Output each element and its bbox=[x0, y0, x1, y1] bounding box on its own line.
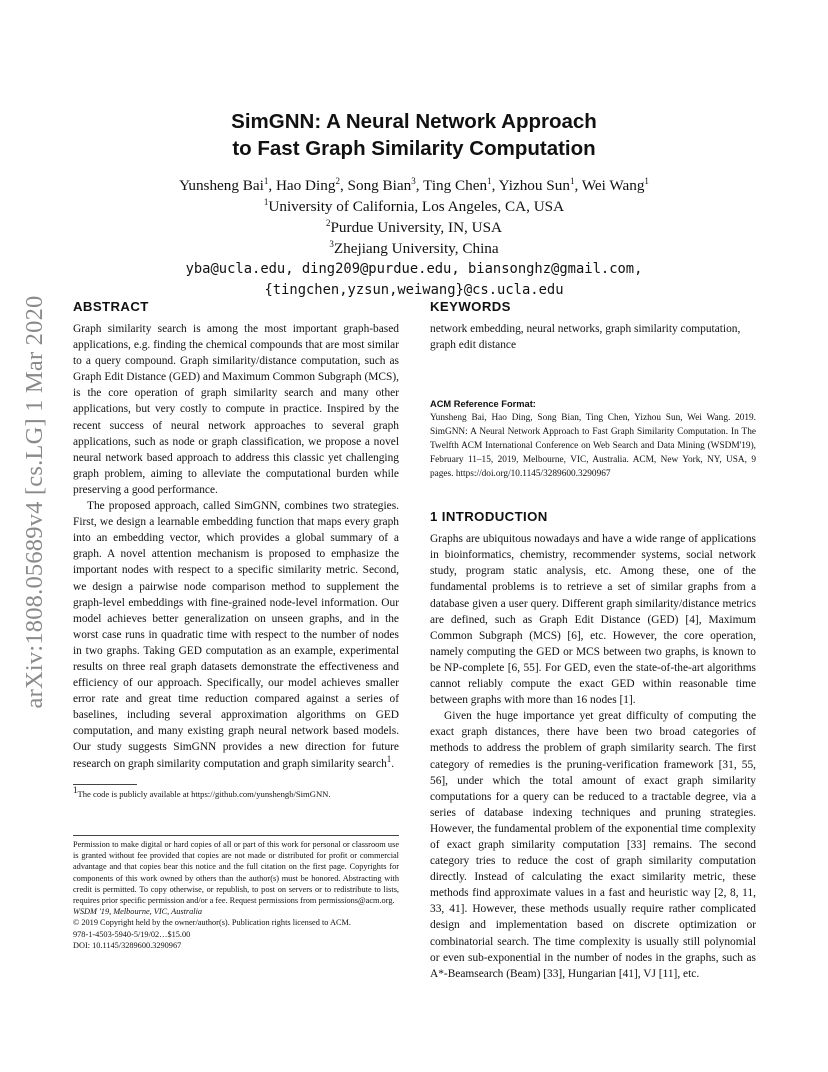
affiliation-mark: 1 bbox=[263, 196, 269, 207]
doi-line: DOI: 10.1145/3289600.3290967 bbox=[73, 940, 182, 950]
affiliation bbox=[0, 217, 828, 238]
author-name: Ting Chen bbox=[423, 177, 488, 194]
abstract-paragraph: Graph similarity search is among the most important graph-based applications, e.g. finding the chemical compounds that are most similar to a query compound. Graph similarity/distance computation, such as Graph Edit Distance (GED) and Maximum Common Subgraph (MCS), is the core operation of graph similarity search and many other applications, but very costly to compute in practice. Inspired by the recent success of neural network approaches to several graph applications, such as node or graph classification, we propose a novel neural network based approach to address this classic yet challenging graph problem, aiming to alleviate the computational burden while preserving a good performance. bbox=[73, 323, 399, 496]
affiliation-mark: 2 bbox=[325, 217, 331, 228]
title-block bbox=[0, 108, 828, 301]
author-affiliation-mark: 1 bbox=[569, 175, 575, 186]
abstract-paragraph bbox=[73, 498, 399, 772]
footnote-divider bbox=[73, 784, 137, 785]
copyright-line: © 2019 Copyright held by the owner/author(s). Publication rights licensed to ACM. bbox=[73, 918, 351, 928]
affiliation bbox=[0, 196, 828, 217]
footnote-mark: 1 bbox=[386, 753, 392, 764]
author-name: Hao Ding bbox=[275, 177, 336, 194]
introduction-paragraph: Given the huge importance yet great difficulty of computing the exact graph distances, there have been two broad categories of methods to address the problem of graph similarity search. The first category of remedies is the pruning-verification framework [31, 55, 56], under which the total amount of exact graph similarity computations for a query can be reduced to a tractable degree, via a series of database indexing techniques and pruning strategies. However, the fundamental problem of the exponential time complexity of exact graph similarity computation [33] remains. The second category tries to reduce the cost of graph similarity computation directly. Instead of calculating the exact similarity metric, these methods find approximate values in a fast and heuristic way [2, 8, 11, 33, 41]. However, these methods usually require rather complicated design and implementation based on discrete optimization or combinatorial search. The time complexity is usually still polynomial or even sub-exponential in the number of nodes in the graphs, such as A*-Beamsearch (Beam) [33], Hungarian [41], VJ [11], etc. bbox=[430, 710, 756, 980]
venue-line: WSDM '19, Melbourne, VIC, Australia bbox=[73, 907, 203, 917]
permission-divider bbox=[73, 835, 399, 836]
introduction-paragraph: Graphs are ubiquitous nowadays and have a wide range of applications in bioinformatics, chemistry, recommender systems, social network study, program static analysis, etc. Among these, one of the fundamental problems is to retrieve a set of similar graphs from a database given a user query. Different graph similarity/distance metrics are defined, such as Graph Edit Distance (GED) [4], Maximum Common Subgraph (MCS) [6], etc. However, the core operation, namely computing the GED or MCS between two graphs, is known to be NP-complete [6, 55]. For GED, even the state-of-the-art algorithms cannot reliably compute the exact GED within reasonable time between graphs with more than 16 nodes [1]. bbox=[430, 533, 756, 707]
affiliation-text: University of California, Los Angeles, CA, USA bbox=[268, 198, 565, 215]
author-list: Yunsheng Bai$^1$, Hao Ding$^2$, Song Bian$^3$, Ting Chen$^1$, Yizhou Sun$^1$, Wei Wang$^1$ bbox=[179, 175, 649, 194]
email-line: yba@ucla.edu, ding209@purdue.edu, biansonghz@gmail.com, bbox=[185, 261, 643, 277]
author-affiliation-mark: 2 bbox=[335, 175, 340, 186]
affiliation bbox=[0, 238, 828, 259]
abstract-paragraph-end: . bbox=[391, 757, 395, 770]
keywords-heading: KEYWORDS bbox=[430, 299, 511, 314]
footnote-text: The code is publicly available at https://github.com/yunshengb/SimGNN. bbox=[77, 789, 331, 799]
introduction-heading: 1 INTRODUCTION bbox=[430, 509, 548, 525]
author-affiliation-mark: 1 bbox=[487, 175, 492, 186]
title-line-2: to Fast Graph Similarity Computation bbox=[232, 137, 596, 160]
keywords-text: network embedding, neural networks, graph similarity computation, graph edit distance bbox=[430, 323, 741, 352]
permission-text: Permission to make digital or hard copies of all or part of this work for personal or classroom use is granted without fee provided that copies are not made or distributed for profit or commercial advantage and that copies bear this notice and the full citation on the first page. Copyrights for components of this work owned by others than the author(s) must be honored. Abstracting with credit is permitted. To copy otherwise, or republish, to post on servers or to redistribute to lists, requires prior specific permission and/or a fee. Request permissions from permissions@acm.org. bbox=[73, 840, 399, 906]
author-name: Yizhou Sun bbox=[498, 177, 570, 194]
arxiv-identifier-text: arXiv:1808.05689v4 [cs.LG] 1 Mar 2020 bbox=[21, 295, 48, 709]
affiliation-mark: 3 bbox=[329, 238, 334, 249]
left-column bbox=[73, 298, 399, 772]
author-name: Yunsheng Bai bbox=[179, 177, 264, 194]
author-name: Song Bian bbox=[347, 177, 412, 194]
permission-block bbox=[73, 839, 399, 951]
title-line-1: SimGNN: A Neural Network Approach bbox=[231, 110, 597, 133]
arxiv-identifier-stamp bbox=[20, 262, 50, 742]
footnote bbox=[73, 785, 399, 800]
author-affiliation-mark: 1 bbox=[263, 175, 269, 186]
author-name: Wei Wang bbox=[581, 177, 645, 194]
affiliation-text: Purdue University, IN, USA bbox=[330, 219, 503, 236]
footnote-mark: 1 bbox=[73, 785, 78, 796]
author-affiliation-mark: 3 bbox=[411, 175, 416, 186]
author-affiliation-mark: 1 bbox=[644, 175, 649, 186]
isbn-line: 978-1-4503-5940-5/19/02…$15.00 bbox=[73, 929, 191, 939]
affiliation-text: Zhejiang University, China bbox=[333, 240, 499, 257]
paper-title bbox=[0, 108, 828, 162]
email-line: {tingchen,yzsun,weiwang}@cs.ucla.edu bbox=[264, 282, 564, 298]
acm-reference-label: ACM Reference Format: bbox=[430, 399, 536, 410]
right-column bbox=[430, 298, 756, 982]
abstract-heading: ABSTRACT bbox=[73, 299, 149, 314]
acm-reference-text: Yunsheng Bai, Hao Ding, Song Bian, Ting Chen, Yizhou Sun, Wei Wang. 2019. SimGNN: A Neural Network Approach to Fast Graph Similarity Computation. In The Twelfth ACM International Conference on Web Search and Data Mining (WSDM'19), February 11–15, 2019, Melbourne, VIC, Australia. ACM, New York, NY, USA, 9 pages. https://doi.org/10.1145/3289600.3290967 bbox=[430, 413, 756, 480]
abstract-paragraph-text: The proposed approach, called SimGNN, combines two strategies. First, we design a learnable embedding function that maps every graph into an embedding vector, which provides a global summary of a graph. A novel attention mechanism is proposed to emphasize the important nodes with respect to a specific similarity metric. Second, we design a pairwise node comparison method to supplement the graph-level embeddings with fine-grained node-level information. Our model achieves better generalization on unseen graphs, and in the worst case runs in quadratic time with respect to the number of nodes in two graphs. Taking GED computation as an example, experimental results on three real graph datasets demonstrate the effectiveness and efficiency of our approach. Specifically, our model achieves smaller error rate and great time reduction compared against a series of baselines, including several approximation algorithms on GED computation, and many existing graph neural network based models. Our study suggests SimGNN provides a new direction for future research on graph similarity computation and graph similarity search bbox=[73, 500, 399, 770]
